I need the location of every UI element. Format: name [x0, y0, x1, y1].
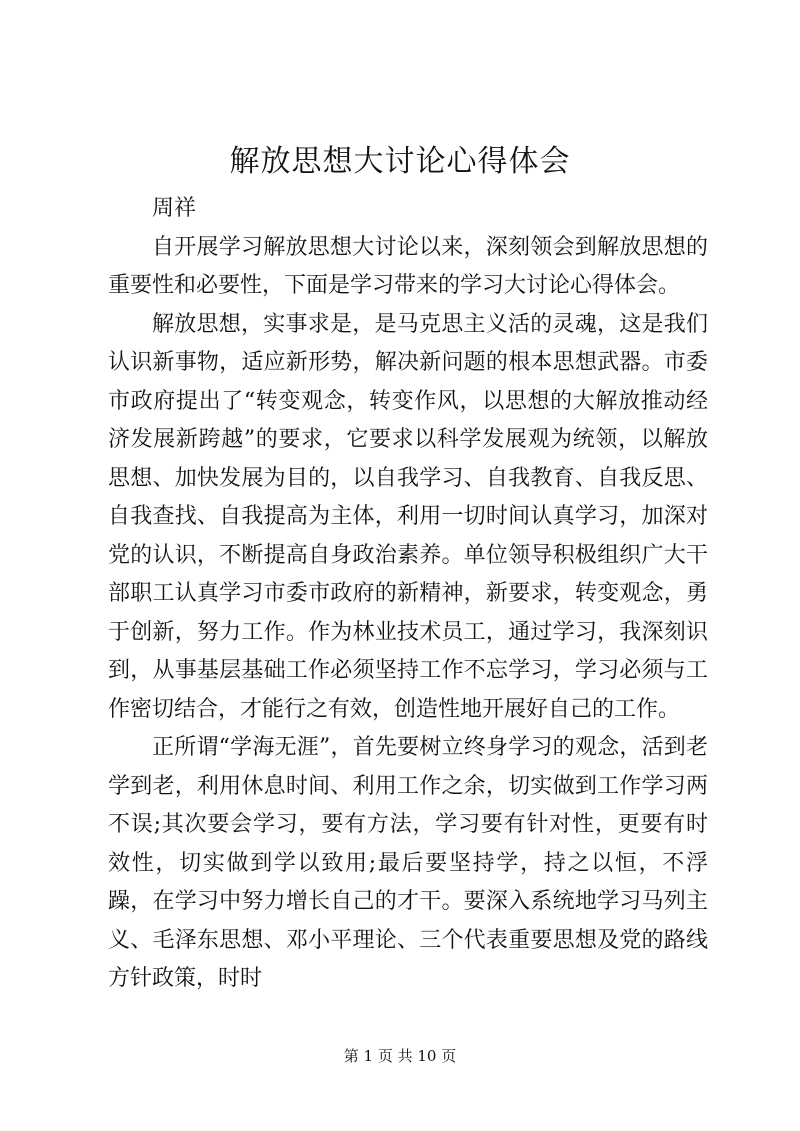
paragraph-liberate-thinking: 解放思想，实事求是，是马克思主义活的灵魂，这是我们认识新事物，适应新形势，解决新问题的根本思想武器。市委市政府提出了“转变观念，转变作风，以思想的大解放推动经济发展新跨越”的要求，它要求以科学发展观为统领，以解放思想、加快发展为目的，以自我学习、自我教育、自我反思、自我查找、自我提高为主体，利用一切时间认真学习，加深对党的认识，不断提高自身政治素养。单位领导积极组织广大干部职工认真学习市委市政府的新精神，新要求，转变观念，勇于创新，努力工作。作为林业技术员工，通过学习，我深刻识到，从事基层基础工作必须坚持工作不忘学习，学习必须与工作密切结合，才能行之有效，创造性地开展好自己的工作。 [108, 311, 708, 722]
paragraph-intro: 自开展学习解放思想大讨论以来，深刻领会到解放思想的重要性和必要性，下面是学习带来的学习大讨论心得体会。 [108, 234, 708, 298]
page-number-footer: 第 1 页 共 10 页 [343, 1047, 457, 1065]
author-name: 周祥 [152, 196, 197, 221]
document-body [108, 190, 708, 999]
document-title: 解放思想大讨论心得体会 [229, 144, 571, 179]
paragraph-lifelong-learning: 正所谓“学海无涯”，首先要树立终身学习的观念，活到老学到老，利用休息时间、利用工作之余，切实做到工作学习两不误;其次要会学习，要有方法，学习要有针对性，更要有时效性，切实做到学以致用;最后要坚持学，持之以恒，不浮躁，在学习中努力增长自己的才干。要深入系统地学习马列主义、毛泽东思想、邓小平理论、三个代表重要思想及党的路线方针政策，时时 [108, 735, 708, 991]
